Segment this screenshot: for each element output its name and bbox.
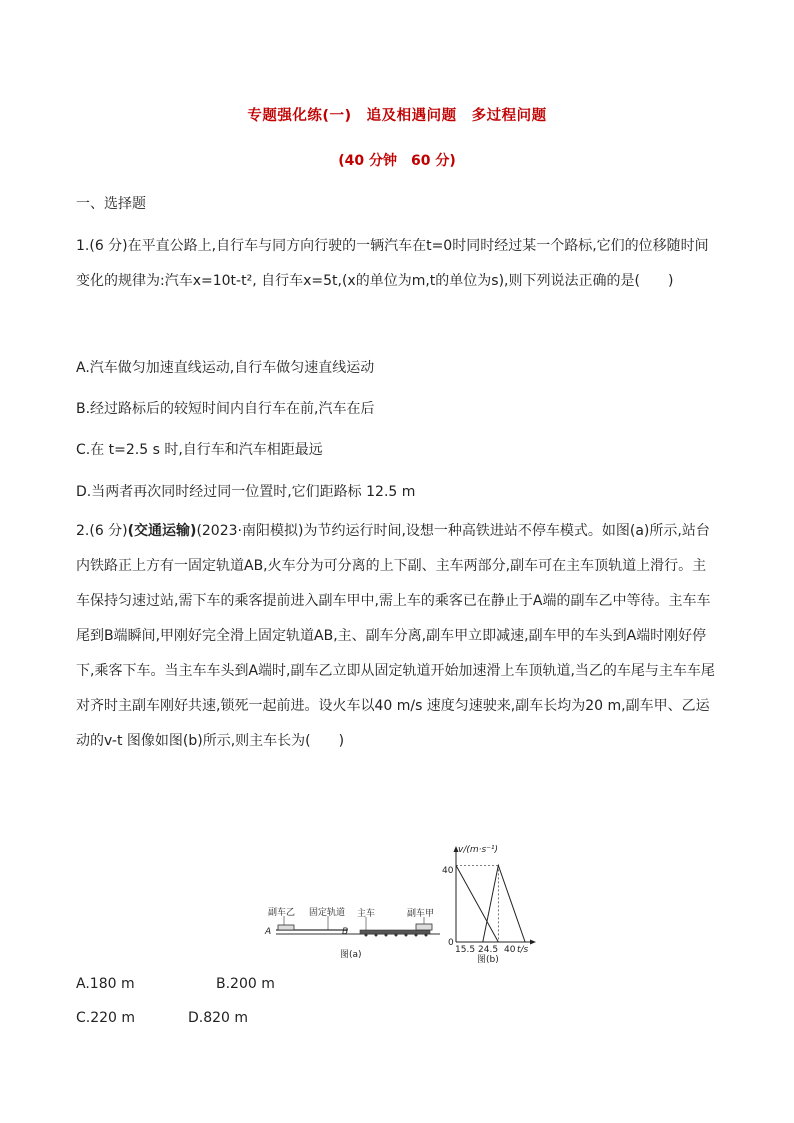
sub-car-jia [416,924,432,930]
label-main-car: 主车 [357,909,376,919]
chart-x-tick-15-5: 15.5 [455,945,476,955]
figure-a-drawing [262,842,542,964]
chart-x-label: t/s [517,945,529,955]
chart-y-tick-40: 40 [442,866,454,876]
question-1-stem: 1.(6 分)在平直公路上,自行车与同方向行驶的一辆汽车在t=0时同时经过某一个路标,它们的位移随时间变化的规律为:汽车x=10t-t², 自行车x=5t,(x的单位为m,t的单位为s),则下列说法正确的是( ) [76,238,709,289]
q2-option-a[interactable]: A.180 m [76,976,135,992]
q1-option-c[interactable]: C.在 t=2.5 s 时,自行车和汽车相距最远 [76,442,323,458]
chart-y-label: v/(m·s⁻¹) [458,845,499,855]
x-axis-arrow [530,940,536,945]
series-line-0 [456,865,498,942]
question-2-figure [262,842,542,964]
q2-option-d[interactable]: D.820 m [188,1010,249,1026]
label-point-b: B [342,927,349,937]
chart-x-tick-40: 40 [504,945,516,955]
label-point-a: A [265,927,272,937]
chart-x-tick-24-5: 24.5 [478,945,499,955]
q2-option-c[interactable]: C.220 m [76,1010,136,1026]
q2-option-b[interactable]: B.200 m [216,976,275,992]
label-fixed-track: 固定轨道 [309,908,346,918]
question-2 [76,514,720,759]
page-subtitle: (40 分钟 60 分) [338,153,456,169]
label-fuche-yi: 副车乙 [268,908,296,918]
q1-option-d[interactable]: D.当两者再次同时经过同一位置时,它们距路标 12.5 m [76,484,416,500]
vt-chart [454,846,537,945]
series-line-1 [483,865,525,942]
main-car-body [360,930,430,937]
q1-option-a[interactable]: A.汽车做匀加速直线运动,自行车做匀速直线运动 [76,360,375,376]
question-2-tag: (交通运输) [127,523,197,539]
question-2-number: 2.(6 分) [76,523,128,539]
sub-car-yi [278,925,294,930]
page-title: 专题强化练(一) 追及相遇问题 多过程问题 [247,108,547,124]
section-heading: 一、选择题 [76,196,146,212]
q1-option-b[interactable]: B.经过路标后的较短时间内自行车在前,汽车在后 [76,401,375,417]
caption-figure-a: 图(a) [340,950,362,960]
label-fuche-jia: 副车甲 [407,909,435,919]
chart-origin-label: 0 [448,938,454,948]
question-2-stem: (2023·南阳模拟)为节约运行时间,设想一种高铁进站不停车模式。如图(a)所示,站台内铁路正上方有一固定轨道AB,火车分为可分离的上下副、主车两部分,副车可在主车顶轨道上滑行。主车保持匀速过站,需下车的乘客提前进入副车甲中,需上车的乘客已在静止于A端的副车乙中等待。主车车尾到B端瞬间,甲刚好完全滑上固定轨道AB,主、副车分离,副车甲立即减速,副车甲的车头到A端时刚好停下,乘客下车。当主车车头到A端时,副车乙立即从固定轨道开始加速滑上车顶轨道,当乙的车尾与主车车尾对齐时主副车刚好共速,锁死一起前进。设火车以40 m/s 速度匀速驶来,副车长均为20 m,副车甲、乙运动的v-t 图像如图(b)所示,则主车长为( ) [76,523,715,749]
caption-figure-b: 图(b) [477,955,499,965]
